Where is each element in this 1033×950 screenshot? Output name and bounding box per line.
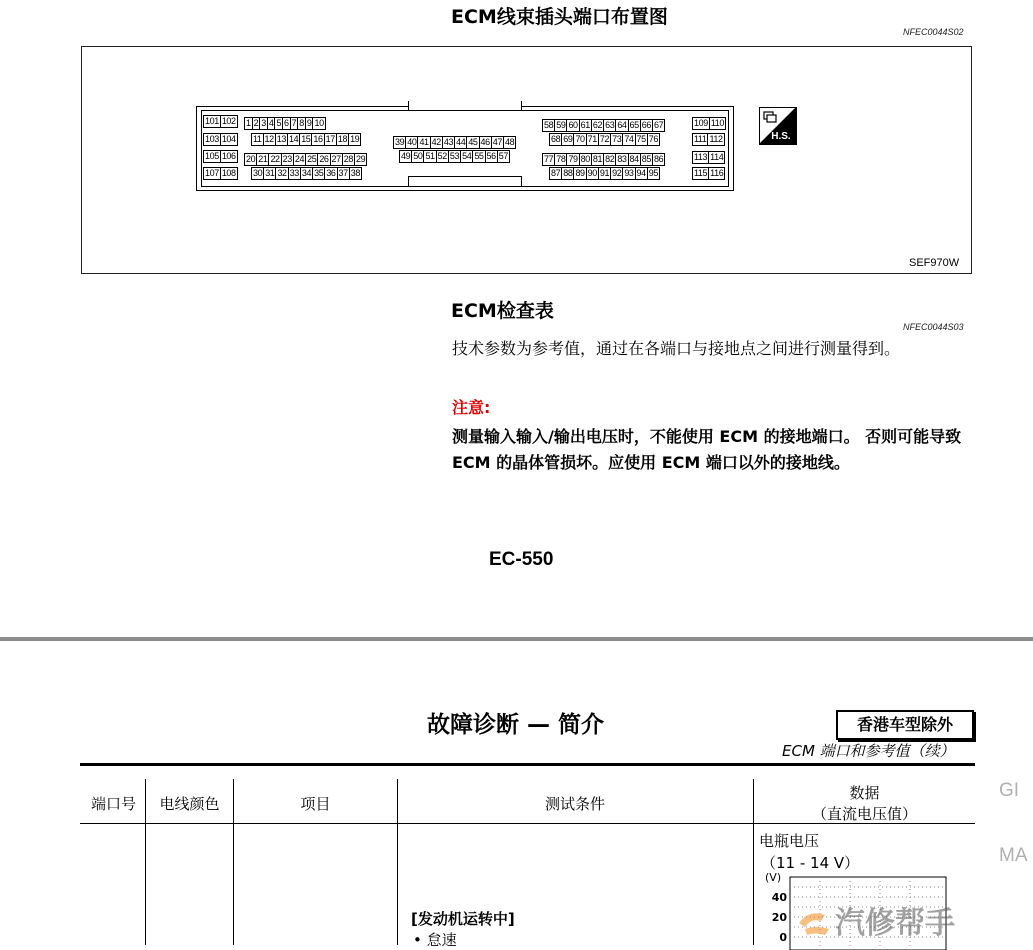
pin-block-right-row	[693, 167, 725, 180]
pin-row-a1	[245, 117, 326, 130]
pin-19: 19	[350, 134, 360, 144]
pin-69: 69	[563, 134, 573, 144]
pin-95: 95	[648, 168, 658, 178]
pin-105: 105	[205, 151, 219, 161]
pin-83: 83	[617, 154, 627, 164]
column-divider	[233, 779, 234, 945]
pin-24: 24	[294, 154, 305, 164]
pin-62: 62	[592, 120, 603, 130]
pin-17: 17	[325, 134, 335, 144]
pin-94: 94	[636, 168, 646, 178]
pin-23: 23	[282, 154, 292, 164]
pin-67: 67	[653, 120, 664, 130]
inspection-description: 技术参数为参考值，通过在各端口与接地点之间进行测量得到。	[452, 339, 901, 358]
pin-76: 76	[648, 134, 658, 144]
region-badge: 香港车型除外	[836, 710, 974, 740]
pin-115: 115	[694, 168, 708, 178]
pin-68: 68	[551, 134, 561, 144]
pin-91: 91	[599, 168, 610, 178]
header-data: 数据	[849, 784, 880, 802]
pin-53: 53	[449, 151, 460, 161]
pin-47: 47	[492, 137, 502, 147]
pin-41: 41	[419, 137, 429, 147]
pin-18: 18	[337, 134, 348, 144]
pin-11: 11	[253, 134, 262, 144]
pin-25: 25	[307, 154, 317, 164]
graph-tick-40: 40	[771, 891, 787, 904]
condition-item: • 怠速	[413, 931, 457, 949]
pin-3: 3	[261, 118, 266, 128]
figure-label: SEF970W	[909, 257, 960, 269]
pin-57: 57	[498, 151, 508, 161]
pin-93: 93	[624, 168, 634, 178]
pin-63: 63	[605, 120, 615, 130]
pin-54: 54	[462, 151, 472, 161]
pin-28: 28	[343, 154, 353, 164]
svg-text:H.S.: H.S.	[771, 131, 791, 142]
header-terminal: 端口号	[90, 795, 136, 813]
pin-14: 14	[288, 134, 299, 144]
pin-38: 38	[350, 168, 360, 178]
pin-52: 52	[437, 151, 447, 161]
pin-row-a3	[245, 153, 367, 166]
pin-21: 21	[258, 154, 268, 164]
pin-20: 20	[246, 154, 256, 164]
pin-16: 16	[313, 134, 323, 144]
pin-1: 1	[246, 118, 251, 128]
reference-code: NFEC0044S03	[903, 322, 964, 332]
pin-88: 88	[563, 168, 573, 178]
pin-101: 101	[205, 116, 219, 126]
pin-7: 7	[291, 118, 297, 128]
pin-48: 48	[504, 137, 515, 147]
column-divider	[145, 779, 146, 945]
pin-5: 5	[276, 118, 282, 128]
watermark-text: 汽修帮手	[835, 906, 955, 941]
connector-latch-top	[408, 101, 522, 111]
pin-81: 81	[592, 154, 603, 164]
pin-51: 51	[425, 151, 435, 161]
pin-33: 33	[289, 168, 299, 178]
connector-latch-bottom	[408, 176, 522, 186]
pin-102: 102	[221, 116, 236, 126]
pin-row-c2	[550, 133, 660, 146]
pin-36: 36	[326, 168, 336, 178]
pin-row-c3	[543, 153, 665, 166]
pin-10: 10	[314, 118, 324, 128]
pin-2: 2	[253, 118, 259, 128]
column-divider	[753, 779, 754, 945]
pin-6: 6	[284, 118, 289, 128]
pin-37: 37	[338, 168, 348, 178]
pin-45: 45	[468, 137, 478, 147]
reference-code: NFEC0044S02	[903, 27, 964, 37]
pin-74: 74	[624, 134, 634, 144]
pin-block-right-row	[693, 117, 726, 130]
pin-84: 84	[629, 154, 639, 164]
pin-block-left-row	[204, 167, 238, 180]
header-separator	[80, 823, 975, 824]
header-wire-color: 电线颜色	[159, 795, 220, 813]
pin-79: 79	[568, 154, 578, 164]
pin-44: 44	[456, 137, 466, 147]
caution-label: 注意:	[452, 398, 491, 417]
table-top-border	[80, 763, 975, 766]
pin-70: 70	[575, 134, 585, 144]
pin-82: 82	[605, 154, 615, 164]
pin-64: 64	[617, 120, 627, 130]
pin-59: 59	[556, 120, 566, 130]
graph-tick-0: 0	[779, 931, 787, 944]
pin-row-a4	[252, 167, 362, 180]
page-divider	[0, 637, 1033, 641]
pin-112: 112	[709, 134, 723, 144]
pin-row-b2	[400, 150, 510, 163]
header-data-sub: （直流电压值）	[811, 805, 917, 823]
pin-104: 104	[221, 134, 236, 144]
data-voltage-range: （11 - 14 V）	[761, 854, 860, 872]
graph-unit: (V)	[765, 871, 782, 884]
pin-65: 65	[629, 120, 639, 130]
pin-12: 12	[264, 134, 274, 144]
pin-78: 78	[556, 154, 566, 164]
pin-4: 4	[268, 118, 274, 128]
pin-92: 92	[612, 168, 622, 178]
page-title: 故障诊断 — 简介	[427, 712, 605, 738]
pin-32: 32	[277, 168, 287, 178]
connector-layout-title: ECM线束插头端口布置图	[451, 6, 668, 28]
pin-90: 90	[587, 168, 597, 178]
pin-71: 71	[587, 134, 597, 144]
pin-31: 31	[265, 168, 275, 178]
pin-30: 30	[253, 168, 263, 178]
pin-61: 61	[580, 120, 590, 130]
pin-49: 49	[401, 151, 411, 161]
side-tab-gi[interactable]: GI	[999, 780, 1020, 801]
header-condition: 测试条件	[544, 795, 605, 813]
pin-46: 46	[480, 137, 490, 147]
pin-114: 114	[710, 152, 724, 162]
pin-72: 72	[599, 134, 610, 144]
caution-text: 测量输入输入/输出电压时，不能使用 ECM 的接地端口。 否则可能导致 ECM 的晶体管损坏。应使用 ECM 端口以外的接地线。	[452, 427, 962, 472]
pin-108: 108	[221, 168, 236, 178]
pin-66: 66	[641, 120, 651, 130]
pin-103: 103	[205, 134, 219, 144]
continued-label: ECM 端口和参考值（续）	[782, 742, 955, 760]
pin-110: 110	[710, 118, 724, 128]
pin-50: 50	[413, 151, 423, 161]
pin-85: 85	[641, 154, 651, 164]
pin-106: 106	[221, 151, 236, 161]
data-value-label: 电瓶电压	[759, 832, 820, 850]
pin-block-right-row	[693, 151, 725, 164]
pin-block-left-row	[204, 115, 238, 128]
pin-113: 113	[694, 152, 708, 162]
pin-43: 43	[443, 137, 454, 147]
pin-block-left-row	[204, 133, 238, 146]
pin-107: 107	[205, 168, 219, 178]
pin-111: 111	[694, 134, 707, 144]
pin-58: 58	[544, 120, 554, 130]
pin-34: 34	[301, 168, 312, 178]
pin-8: 8	[299, 118, 304, 128]
condition-item-text: 怠速	[426, 931, 457, 949]
column-divider	[397, 779, 398, 945]
pin-40: 40	[407, 137, 417, 147]
pin-block-right-row	[693, 133, 725, 146]
pin-13: 13	[276, 134, 286, 144]
pin-39: 39	[395, 137, 405, 147]
pin-15: 15	[301, 134, 311, 144]
pin-9: 9	[306, 118, 312, 128]
pin-29: 29	[355, 154, 366, 164]
pin-row-b1	[394, 136, 516, 149]
pin-75: 75	[636, 134, 646, 144]
pin-row-a2	[252, 133, 361, 146]
pin-89: 89	[575, 168, 585, 178]
pin-80: 80	[580, 154, 590, 164]
pin-row-c1	[543, 119, 665, 132]
pin-116: 116	[710, 168, 724, 178]
pin-55: 55	[474, 151, 484, 161]
pin-35: 35	[314, 168, 324, 178]
pin-73: 73	[612, 134, 622, 144]
header-item: 项目	[300, 795, 331, 813]
pin-42: 42	[431, 137, 441, 147]
hs-harness-connector-icon	[759, 107, 797, 145]
pin-87: 87	[551, 168, 561, 178]
connector-diagram-frame	[81, 46, 972, 274]
pin-77: 77	[544, 154, 554, 164]
graph-tick-20: 20	[771, 911, 787, 924]
condition-title: [发动机运转中]	[411, 910, 515, 928]
page-number: EC-550	[489, 549, 554, 570]
pin-22: 22	[270, 154, 280, 164]
pin-26: 26	[319, 154, 329, 164]
pin-109: 109	[694, 118, 708, 128]
watermark-logo	[795, 895, 1033, 945]
pin-56: 56	[486, 151, 496, 161]
pin-block-left-row	[204, 150, 238, 163]
pin-60: 60	[568, 120, 578, 130]
pin-27: 27	[331, 154, 341, 164]
pin-86: 86	[653, 154, 664, 164]
pin-row-c4	[550, 167, 660, 180]
inspection-table-title: ECM检查表	[451, 300, 554, 322]
side-tab-ma[interactable]: MA	[999, 845, 1028, 866]
